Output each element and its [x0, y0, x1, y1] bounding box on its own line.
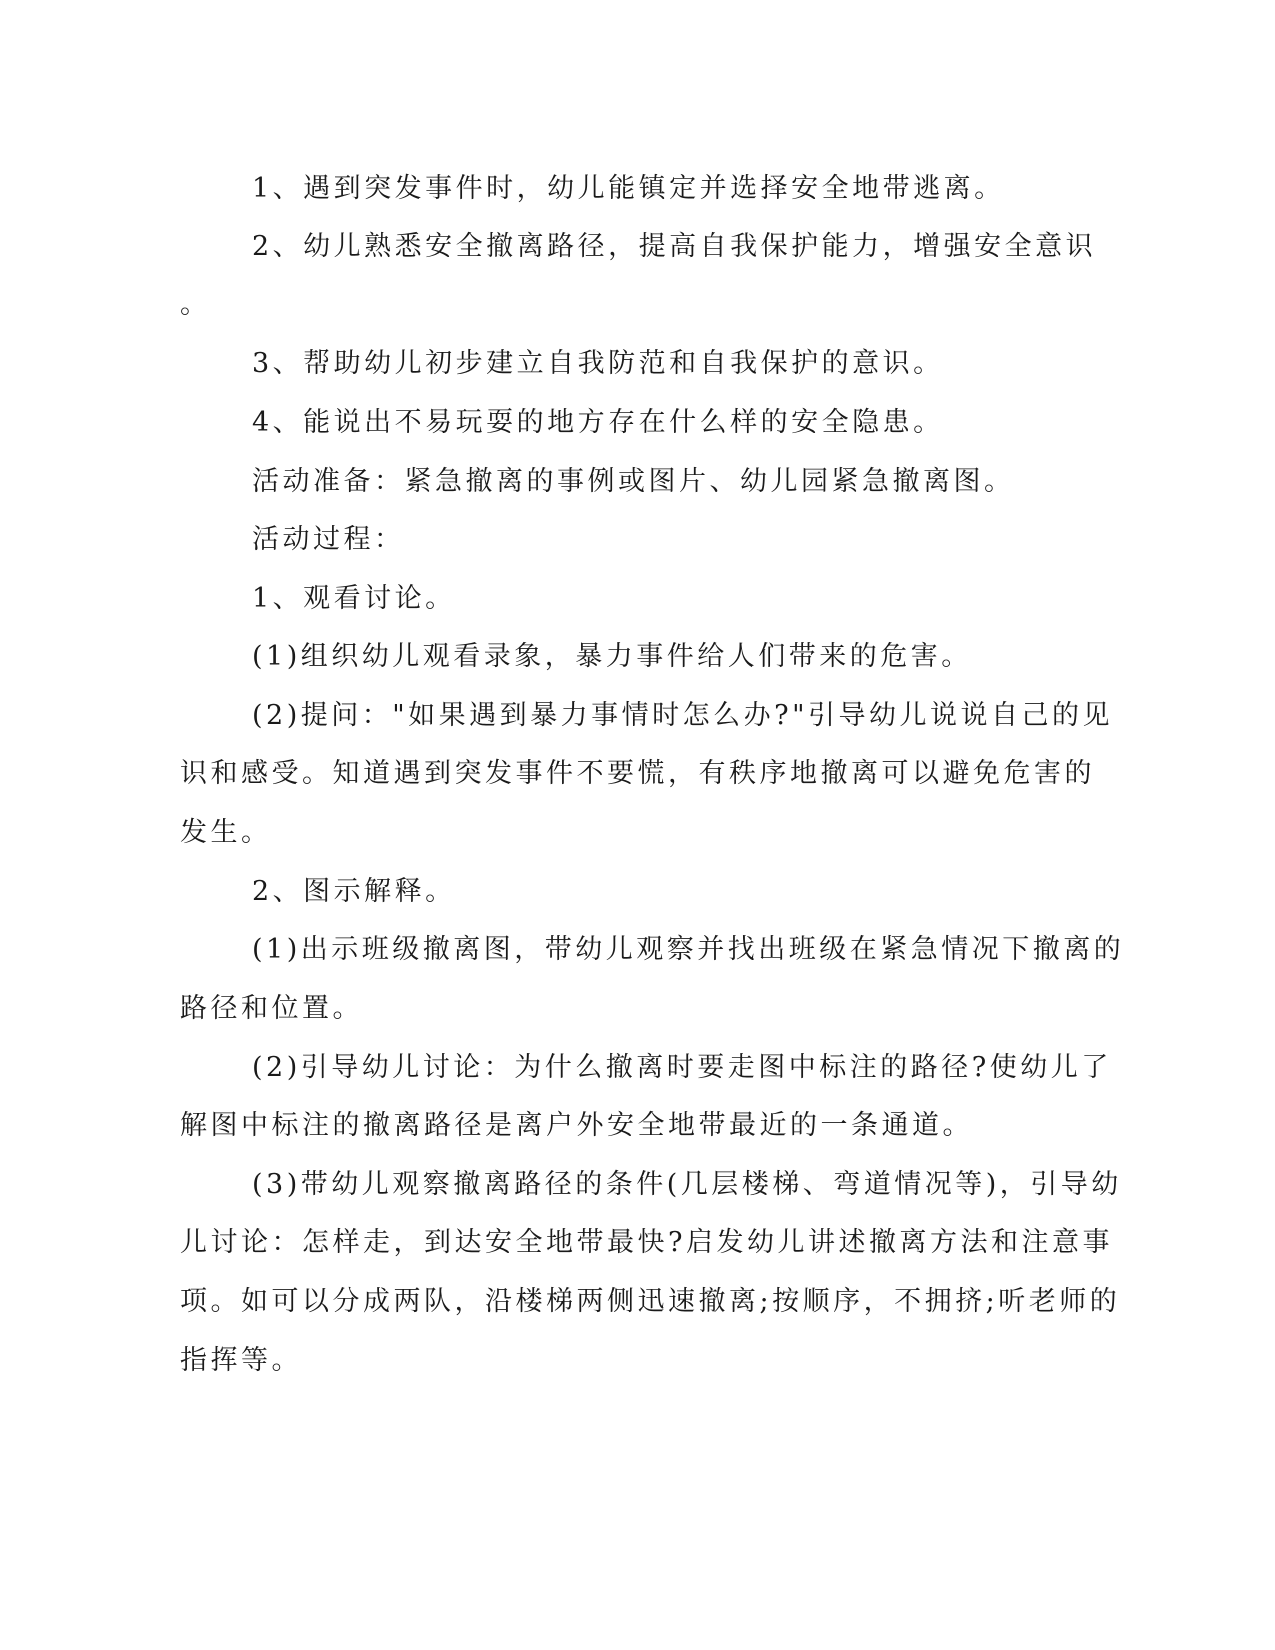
step-1-item-1: (1)组织幼儿观看录象，暴力事件给人们带来的危害。	[252, 641, 972, 672]
step-2-item-3-line-4: 指挥等。	[180, 1345, 302, 1376]
objective-2: 2、幼儿熟悉安全撤离路径，提高自我保护能力，增强安全意识	[252, 231, 1097, 262]
step-1-item-2: (2)提问："如果遇到暴力事情时怎么办?"引导幼儿说说自己的见	[252, 700, 1114, 731]
step-2-item-3-line-2: 儿讨论：怎样走，到达安全地带最快?启发幼儿讲述撤离方法和注意事	[180, 1227, 1113, 1258]
activity-preparation: 活动准备：紧急撤离的事例或图片、幼儿园紧急撤离图。	[252, 466, 1015, 497]
objective-1: 1、遇到突发事件时，幼儿能镇定并选择安全地带逃离。	[252, 173, 1005, 204]
objective-2-continuation: 。	[180, 289, 211, 320]
objective-4: 4、能说出不易玩耍的地方存在什么样的安全隐患。	[252, 407, 944, 438]
step-1-item-2-line-3: 发生。	[180, 817, 272, 848]
activity-process-heading: 活动过程：	[252, 524, 405, 555]
step-2-heading: 2、图示解释。	[252, 876, 456, 907]
step-2-item-1: (1)出示班级撤离图，带幼儿观察并找出班级在紧急情况下撤离的	[252, 934, 1125, 965]
step-1-heading: 1、观看讨论。	[252, 583, 456, 614]
step-2-item-3-line-3: 项。如可以分成两队，沿楼梯两侧迅速撤离;按顺序，不拥挤;听老师的	[180, 1286, 1121, 1317]
step-2-item-3: (3)带幼儿观察撤离路径的条件(几层楼梯、弯道情况等)，引导幼	[252, 1169, 1122, 1200]
objective-3: 3、帮助幼儿初步建立自我防范和自我保护的意识。	[252, 348, 944, 379]
step-1-item-2-line-2: 识和感受。知道遇到突发事件不要慌，有秩序地撤离可以避免危害的	[180, 758, 1095, 789]
step-2-item-2-line-2: 解图中标注的撤离路径是离户外安全地带最近的一条通道。	[180, 1110, 973, 1141]
step-2-item-2: (2)引导幼儿讨论：为什么撤离时要走图中标注的路径?使幼儿了	[252, 1052, 1112, 1083]
step-2-item-1-line-2: 路径和位置。	[180, 993, 363, 1024]
